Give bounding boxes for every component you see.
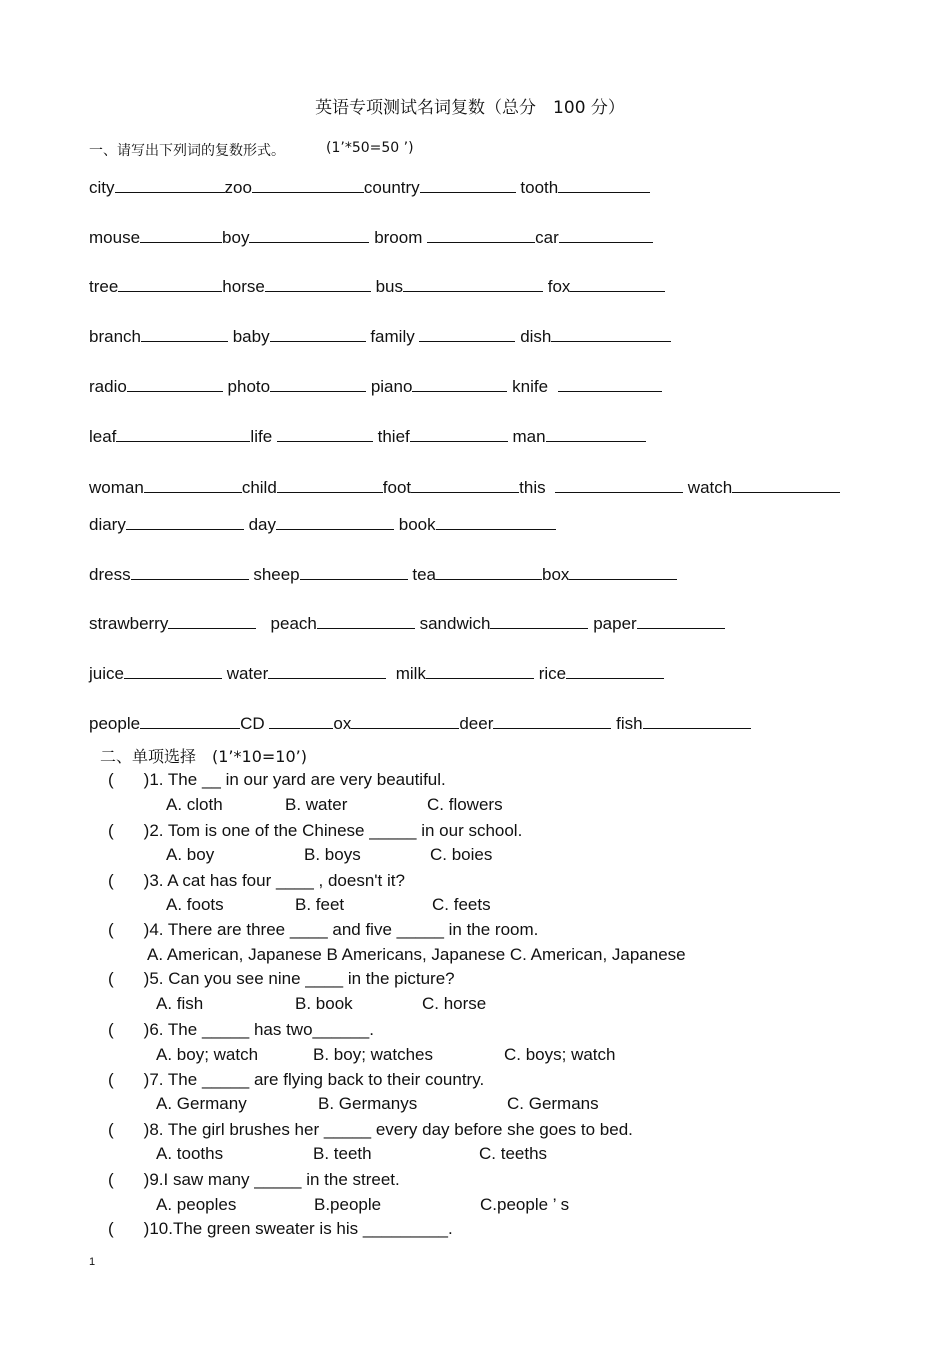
option-a[interactable]: A. tooths: [156, 1144, 224, 1163]
word: man: [512, 427, 546, 446]
answer-blank[interactable]: [277, 427, 373, 442]
row-1: [89, 178, 650, 198]
question-4: [108, 920, 538, 940]
option-b[interactable]: B. Germanys: [318, 1094, 418, 1113]
question-stem: )7. The _____ are flying back to their country.: [143, 1070, 485, 1089]
answer-blank[interactable]: [141, 327, 228, 342]
word: branch: [89, 327, 141, 346]
answer-blank[interactable]: [118, 277, 222, 292]
row-2: [89, 228, 653, 248]
answer-blank[interactable]: [420, 178, 516, 193]
question-9: [108, 1170, 400, 1190]
word: broom: [374, 228, 423, 247]
word: mouse: [89, 228, 141, 247]
answer-blank[interactable]: [270, 377, 366, 392]
word: dress: [89, 565, 131, 584]
answer-blank[interactable]: [351, 714, 459, 729]
answer-blank[interactable]: [317, 614, 415, 629]
answer-blank[interactable]: [268, 664, 386, 679]
answer-blank[interactable]: [493, 714, 611, 729]
word: horse: [222, 277, 265, 296]
answer-blank[interactable]: [490, 614, 588, 629]
word: tooth: [520, 178, 559, 197]
question-stem: )8. The girl brushes her _____ every day before she goes to bed.: [143, 1120, 633, 1139]
answer-blank[interactable]: [555, 478, 683, 493]
question-stem: )6. The _____ has two______.: [143, 1020, 374, 1039]
answer-blank[interactable]: [411, 478, 519, 493]
section1-score: (1’*50=50 ’): [326, 140, 414, 156]
answer-paren[interactable]: (: [108, 821, 114, 840]
row-11: [89, 664, 664, 684]
row-7: [89, 478, 840, 498]
word: sheep: [253, 565, 300, 584]
answer-blank[interactable]: [546, 427, 646, 442]
answer-blank[interactable]: [566, 664, 664, 679]
answer-blank[interactable]: [168, 614, 256, 629]
word: knife: [512, 377, 549, 396]
answer-blank[interactable]: [140, 228, 222, 243]
answer-blank[interactable]: [249, 228, 369, 243]
question-stem: )3. A cat has four ____ , doesn't it?: [143, 871, 405, 890]
question-stem: )2. Tom is one of the Chinese _____ in our school.: [143, 821, 523, 840]
row-9: [89, 565, 677, 585]
word: family: [370, 327, 415, 346]
answer-blank[interactable]: [269, 714, 333, 729]
option-a[interactable]: A. boy; watch: [156, 1045, 259, 1064]
word: watch: [687, 478, 733, 497]
answer-blank[interactable]: [126, 515, 244, 530]
word: people: [89, 714, 141, 733]
word: peach: [270, 614, 317, 633]
question-6: [108, 1020, 374, 1040]
answer-blank[interactable]: [419, 327, 515, 342]
answer-blank[interactable]: [252, 178, 364, 193]
answer-paren[interactable]: (: [108, 1219, 114, 1238]
answer-blank[interactable]: [570, 277, 665, 292]
answer-blank[interactable]: [436, 515, 556, 530]
word: zoo: [224, 178, 252, 197]
question-8: [108, 1120, 633, 1140]
word: fox: [547, 277, 571, 296]
option-b[interactable]: B. book: [295, 994, 353, 1013]
row-10: [89, 614, 725, 634]
question-5: [108, 969, 455, 989]
answer-blank[interactable]: [277, 478, 383, 493]
word: thief: [377, 427, 410, 446]
word: ox: [333, 714, 352, 733]
row-12: [89, 714, 751, 734]
answer-blank[interactable]: [436, 565, 542, 580]
section1-heading: 一、请写出下列词的复数形式。: [89, 143, 285, 159]
option-c[interactable]: C. boies: [430, 845, 493, 864]
word: woman: [89, 478, 144, 497]
answer-blank[interactable]: [559, 228, 653, 243]
word: diary: [89, 515, 126, 534]
option-a[interactable]: A. peoples: [156, 1195, 237, 1214]
word: milk: [395, 664, 426, 683]
word: juice: [89, 664, 124, 683]
row-4: [89, 327, 671, 347]
answer-blank[interactable]: [300, 565, 408, 580]
question-stem: )9.I saw many _____ in the street.: [143, 1170, 400, 1189]
page-number: 1: [89, 1256, 96, 1268]
answer-blank[interactable]: [569, 565, 677, 580]
option-c[interactable]: C.people ’ s: [480, 1195, 570, 1214]
option-a[interactable]: A. Germany: [156, 1094, 247, 1113]
question-stem: )5. Can you see nine ____ in the picture?: [143, 969, 455, 988]
answer-blank[interactable]: [558, 178, 650, 193]
word: rice: [538, 664, 567, 683]
answer-blank[interactable]: [127, 377, 223, 392]
question-3: [108, 871, 405, 891]
answer-blank[interactable]: [276, 515, 394, 530]
word: city: [89, 178, 115, 197]
option-b[interactable]: B. teeth: [313, 1144, 372, 1163]
answer-blank[interactable]: [144, 478, 242, 493]
option-a[interactable]: A. foots: [166, 895, 224, 914]
question-stem: )1. The __ in our yard are very beautiful.: [143, 770, 446, 789]
word: car: [535, 228, 559, 247]
word: foot: [382, 478, 412, 497]
answer-blank[interactable]: [412, 377, 507, 392]
answer-blank[interactable]: [410, 427, 508, 442]
word: sandwich: [419, 614, 491, 633]
question-2: [108, 821, 522, 841]
option-a[interactable]: A. fish: [156, 994, 204, 1013]
answer-paren[interactable]: (: [108, 770, 114, 789]
word: radio: [89, 377, 127, 396]
option-c[interactable]: C. feets: [432, 895, 491, 914]
answer-paren[interactable]: (: [108, 1170, 114, 1189]
answer-blank[interactable]: [116, 427, 250, 442]
answer-paren[interactable]: (: [108, 969, 114, 988]
option-a[interactable]: A. cloth: [166, 795, 223, 814]
option-c[interactable]: C. teeths: [479, 1144, 548, 1163]
word: boy: [222, 228, 250, 247]
word: leaf: [89, 427, 117, 446]
answer-paren[interactable]: (: [108, 871, 114, 890]
answer-blank[interactable]: [732, 478, 840, 493]
page-title: 英语专项测试名词复数（总分 100 分）: [315, 98, 625, 118]
option-c[interactable]: C. horse: [422, 994, 487, 1013]
row-5: [89, 377, 662, 397]
word: baby: [232, 327, 270, 346]
row-8: [89, 515, 556, 535]
option-c[interactable]: C. flowers: [427, 795, 503, 814]
row-6: [89, 427, 646, 447]
word: paper: [593, 614, 637, 633]
option-c[interactable]: C. boys; watch: [504, 1045, 616, 1064]
word: bus: [375, 277, 403, 296]
answer-blank[interactable]: [426, 664, 534, 679]
answer-blank[interactable]: [115, 178, 225, 193]
word: day: [248, 515, 277, 534]
option-c[interactable]: C. Germans: [507, 1094, 599, 1113]
word: box: [542, 565, 570, 584]
question-stem: )10.The green sweater is his _________.: [143, 1219, 453, 1238]
answer-paren[interactable]: (: [108, 920, 114, 939]
answer-blank[interactable]: [637, 614, 725, 629]
answer-blank[interactable]: [427, 228, 535, 243]
options-line[interactable]: A. American, Japanese B Americans, Japanese C. American, Japanese: [147, 945, 686, 964]
answer-blank[interactable]: [551, 327, 671, 342]
option-b[interactable]: B. boys: [304, 845, 361, 864]
word: fish: [616, 714, 643, 733]
answer-blank[interactable]: [124, 664, 222, 679]
question-1: [108, 770, 446, 790]
answer-blank[interactable]: [643, 714, 751, 729]
word: book: [398, 515, 436, 534]
option-b[interactable]: B.people: [314, 1195, 382, 1214]
word: water: [226, 664, 269, 683]
word: strawberry: [89, 614, 169, 633]
question-stem: )4. There are three ____ and five _____ in the room.: [143, 920, 539, 939]
word: tree: [89, 277, 119, 296]
section2-heading: 二、单项选择 (1’*10=10’): [100, 747, 307, 766]
word: piano: [370, 377, 413, 396]
option-a[interactable]: A. boy: [166, 845, 215, 864]
word: deer: [459, 714, 494, 733]
word: child: [241, 478, 277, 497]
word: tea: [412, 565, 437, 584]
option-b[interactable]: B. water: [285, 795, 348, 814]
answer-blank[interactable]: [265, 277, 371, 292]
row-3: [89, 277, 665, 297]
question-7: [108, 1070, 484, 1090]
word: CD: [240, 714, 265, 733]
word: this: [519, 478, 546, 497]
word: life: [250, 427, 273, 446]
answer-blank[interactable]: [403, 277, 543, 292]
answer-blank[interactable]: [140, 714, 240, 729]
word: country: [363, 178, 420, 197]
word: dish: [520, 327, 552, 346]
answer-blank[interactable]: [270, 327, 366, 342]
option-b[interactable]: B. boy; watches: [313, 1045, 434, 1064]
option-b[interactable]: B. feet: [295, 895, 345, 914]
question-10: [108, 1219, 453, 1239]
answer-blank[interactable]: [131, 565, 249, 580]
answer-blank[interactable]: [558, 377, 662, 392]
answer-paren[interactable]: (: [108, 1120, 114, 1139]
answer-paren[interactable]: (: [108, 1020, 114, 1039]
word: photo: [227, 377, 271, 396]
answer-paren[interactable]: (: [108, 1070, 114, 1089]
